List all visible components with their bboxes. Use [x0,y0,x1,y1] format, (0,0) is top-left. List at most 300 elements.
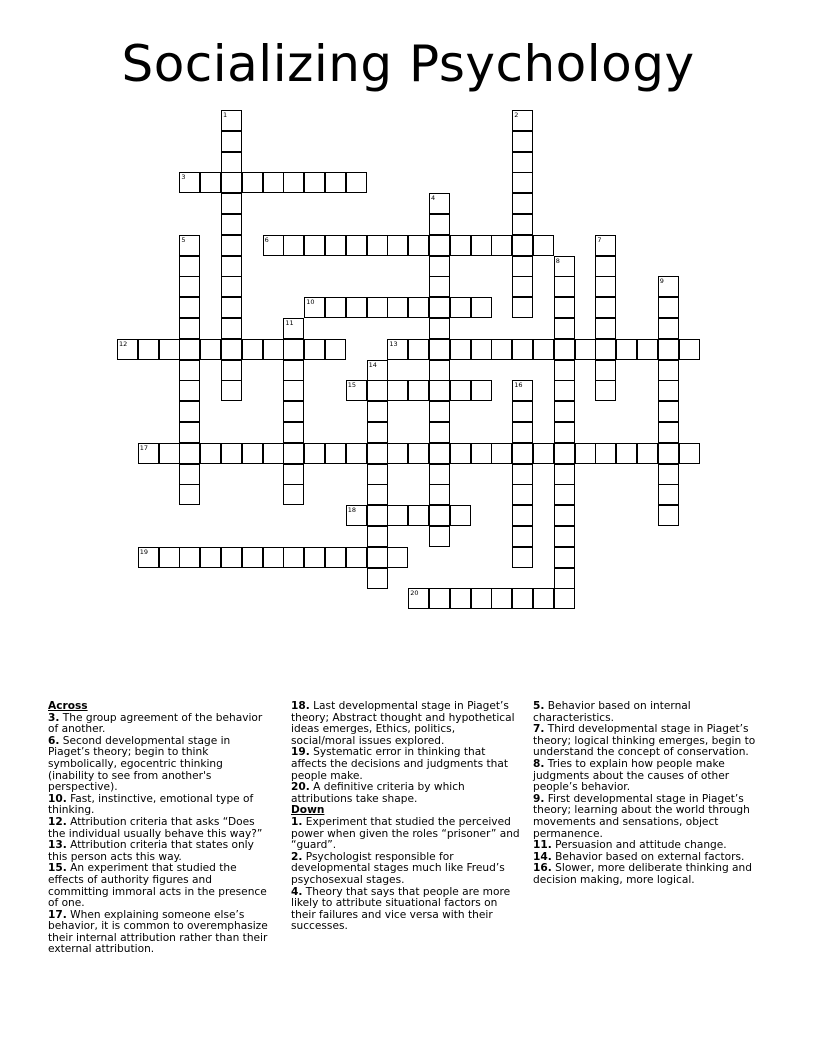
clue-text: Second developmental stage in Piaget’s theory; begin to think symbolically, egocentric thinking (inability to see from another's perspective). [48,734,231,794]
grid-cell[interactable] [450,235,471,256]
grid-cell[interactable] [325,339,346,360]
clue-number: 20. [291,781,310,794]
grid-cell[interactable] [512,131,533,152]
grid-cell[interactable] [304,547,325,568]
grid-cell[interactable] [367,380,388,401]
clue [48,817,270,840]
grid-cell[interactable] [450,339,471,360]
grid-cell[interactable] [512,152,533,173]
clue-number: 12. [48,815,67,828]
clue-text: The group agreement of the behavior of another. [48,711,263,736]
clue-number: 5. [533,700,545,712]
grid-cell[interactable] [658,422,679,443]
clue-number-label: 5 [181,235,186,244]
grid-cell[interactable] [554,505,575,526]
grid-cell[interactable] [367,235,388,256]
grid-cell[interactable] [554,588,575,609]
grid-cell[interactable] [554,401,575,422]
grid-cell[interactable] [554,422,575,443]
grid-cell[interactable] [429,339,450,360]
grid-cell[interactable] [512,380,533,401]
across-clue-list-continued [291,701,521,805]
grid-cell[interactable] [408,380,429,401]
grid-cell[interactable] [554,464,575,485]
grid-cell[interactable] [346,505,367,526]
grid-cell[interactable] [471,588,492,609]
grid-cell[interactable] [179,422,200,443]
grid-cell[interactable] [408,505,429,526]
grid-cell[interactable] [491,339,512,360]
grid-cell[interactable] [429,360,450,381]
clue [48,794,270,817]
grid-cell[interactable] [138,339,159,360]
grid-cell[interactable] [658,380,679,401]
grid-cell[interactable] [304,339,325,360]
grid-cell[interactable] [346,235,367,256]
grid-cell[interactable] [283,547,304,568]
grid-cell[interactable] [679,339,700,360]
grid-cell[interactable] [595,443,616,464]
clue-number: 9. [533,792,545,805]
grid-cell[interactable] [138,443,159,464]
grid-cell[interactable] [554,339,575,360]
grid-cell[interactable] [221,297,242,318]
grid-cell[interactable] [263,547,284,568]
grid-cell[interactable] [325,235,346,256]
clue-number: 17. [48,908,67,921]
clue-number-label: 6 [264,235,269,244]
clue [291,852,521,887]
grid-cell[interactable] [450,380,471,401]
grid-cell[interactable] [533,588,554,609]
grid-cell[interactable] [283,484,304,505]
grid-cell[interactable] [429,505,450,526]
grid-cell[interactable] [346,297,367,318]
grid-cell[interactable] [554,484,575,505]
grid-cell[interactable] [221,110,242,131]
down-clue-list [291,817,521,933]
clue-number: 13. [48,839,67,852]
grid-cell[interactable] [658,339,679,360]
clue [291,817,521,852]
clue-text: Last developmental stage in Piaget’s theory; Abstract thought and hypothetical ideas emerges, Ethics, politics, social/moral issues explored. [291,700,515,747]
clue-text: Theory that says that people are more likely to attribute situational factors on their failures and vice versa with their successes. [291,885,511,933]
grid-cell[interactable] [554,547,575,568]
clue-number-label: 10 [306,298,315,307]
grid-cell[interactable] [491,235,512,256]
clue [48,736,270,794]
grid-cell[interactable] [159,547,180,568]
grid-cell[interactable] [658,360,679,381]
clue-number-label: 3 [181,173,186,182]
grid-cell[interactable] [179,443,200,464]
grid-cell[interactable] [408,339,429,360]
clue [48,910,270,956]
grid-cell[interactable] [471,297,492,318]
grid-cell[interactable] [491,588,512,609]
clue-number: 11. [533,839,552,852]
page-title: Socializing Psychology [121,35,695,93]
grid-cell[interactable] [367,443,388,464]
grid-cell[interactable] [179,484,200,505]
clue-number-label: 11 [285,319,294,327]
clue-number-label: 12 [119,339,128,348]
grid-cell[interactable] [387,443,408,464]
grid-cell[interactable] [595,339,616,360]
clue-text: Behavior based on internal characteristics. [533,700,691,724]
grid-cell[interactable] [263,339,284,360]
grid-cell[interactable] [283,360,304,381]
grid-cell[interactable] [658,276,679,297]
grid-cell[interactable] [346,380,367,401]
grid-cell[interactable] [595,380,616,401]
grid-cell[interactable] [408,297,429,318]
grid-cell[interactable] [450,297,471,318]
grid-cell[interactable] [429,318,450,339]
grid-cell[interactable] [429,256,450,277]
grid-cell[interactable] [512,443,533,464]
grid-cell[interactable] [221,256,242,277]
grid-cell[interactable] [221,235,242,256]
clue-number-label: 16 [514,381,523,390]
grid-cell[interactable] [283,380,304,401]
clue [533,724,759,759]
grid-cell[interactable] [471,443,492,464]
grid-cell[interactable] [179,235,200,256]
grid-cell[interactable] [450,505,471,526]
clue-number-label: 4 [431,194,436,203]
clue-number-label: 8 [555,256,560,265]
grid-cell[interactable] [367,568,388,589]
grid-cell[interactable] [263,443,284,464]
grid-cell[interactable] [658,464,679,485]
grid-cell[interactable] [512,484,533,505]
grid-cell[interactable] [512,256,533,277]
grid-cell[interactable] [159,443,180,464]
grid-cell[interactable] [283,401,304,422]
clue [533,701,759,724]
grid-cell[interactable] [658,443,679,464]
clue-number-label: 9 [659,277,664,286]
grid-cell[interactable] [512,214,533,235]
grid-cell[interactable] [179,401,200,422]
grid-cell[interactable] [325,172,346,193]
grid-cell[interactable] [283,172,304,193]
clue [291,701,521,747]
grid-cell[interactable] [595,256,616,277]
clue [291,887,521,933]
grid-cell[interactable] [283,318,304,339]
grid-cell[interactable] [179,464,200,485]
grid-cell[interactable] [387,235,408,256]
grid-cell[interactable] [179,256,200,277]
grid-cell[interactable] [658,484,679,505]
grid-cell[interactable] [658,505,679,526]
grid-cell[interactable] [512,110,533,131]
grid-cell[interactable] [554,297,575,318]
clue-text: Behavior based on external factors. [555,850,745,863]
grid-cell[interactable] [554,318,575,339]
grid-cell[interactable] [242,443,263,464]
grid-cell[interactable] [429,588,450,609]
grid-cell[interactable] [367,505,388,526]
grid-cell[interactable] [512,193,533,214]
grid-cell[interactable] [616,443,637,464]
grid-cell[interactable] [179,360,200,381]
grid-cell[interactable] [658,318,679,339]
clue [291,747,521,782]
grid-cell[interactable] [221,318,242,339]
grid-cell[interactable] [575,443,596,464]
grid-cell[interactable] [429,464,450,485]
grid-cell[interactable] [679,443,700,464]
grid-cell[interactable] [637,443,658,464]
grid-cell[interactable] [575,339,596,360]
clue [533,863,759,886]
down-header: Down [291,804,325,817]
grid-cell[interactable] [159,339,180,360]
clue-number: 8. [533,757,545,770]
clue-number-label: 15 [347,381,357,390]
grid-cell[interactable] [221,214,242,235]
clue-text: Fast, instinctive, emotional type of thinking. [48,792,254,817]
grid-cell[interactable] [387,547,408,568]
clue-text: Attribution criteria that asks “Does the individual usually behave this way?” [48,815,263,840]
across-clue-list [48,713,270,956]
grid-cell[interactable] [367,401,388,422]
clue-number-label: 18 [347,506,357,515]
grid-cell[interactable] [387,297,408,318]
clue-text: Systematic error in thinking that affects the decisions and judgments that people make. [291,746,508,782]
clue [48,840,270,863]
grid-cell[interactable] [367,422,388,443]
grid-cell[interactable] [595,276,616,297]
across-header: Across [48,700,88,712]
clue-text: Third developmental stage in Piaget’s theory; logical thinking emerges, begin to understand the concept of conservation. [533,723,756,759]
grid-cell[interactable] [221,360,242,381]
grid-cell[interactable] [283,235,304,256]
clue [48,713,270,736]
grid-cell[interactable] [471,380,492,401]
grid-cell[interactable] [429,443,450,464]
down-clue-list-continued [533,701,759,887]
clue-text: When explaining someone else’s behavior, it is common to overemphasize their internal attribution rather than their external attribution. [48,908,268,956]
grid-cell[interactable] [450,588,471,609]
grid-cell[interactable] [429,526,450,547]
grid-cell[interactable] [429,484,450,505]
grid-cell[interactable] [429,401,450,422]
grid-cell[interactable] [512,464,533,485]
grid-cell[interactable] [179,297,200,318]
clue-text: Psychologist responsible for developmental stages much like Freud’s psychosexual stages. [291,850,505,886]
grid-cell[interactable] [616,339,637,360]
grid-cell[interactable] [325,443,346,464]
clue-number-label: 7 [597,235,602,244]
grid-cell[interactable] [554,526,575,547]
grid-cell[interactable] [304,297,325,318]
grid-cell[interactable] [387,380,408,401]
grid-cell[interactable] [200,172,221,193]
grid-cell[interactable] [179,172,200,193]
grid-cell[interactable] [179,547,200,568]
clue-text: Persuasion and attitude change. [555,839,727,852]
clue-column-1 [48,701,270,956]
grid-cell[interactable] [554,568,575,589]
grid-cell[interactable] [429,214,450,235]
grid-cell[interactable] [346,547,367,568]
clue-number: 7. [533,723,545,736]
grid-cell[interactable] [429,297,450,318]
grid-cell[interactable] [533,235,554,256]
grid-cell[interactable] [221,193,242,214]
grid-cell[interactable] [221,152,242,173]
clue-number: 15. [48,862,67,875]
grid-cell[interactable] [242,172,263,193]
clue [533,759,759,794]
grid-cell[interactable] [471,339,492,360]
clue-text: Experiment that studied the perceived power when given the roles “prisoner” and “guard”. [291,815,520,852]
grid-cell[interactable] [221,276,242,297]
clue [533,794,759,840]
grid-cell[interactable] [367,360,388,381]
grid-cell[interactable] [387,505,408,526]
grid-cell[interactable] [283,464,304,485]
clue-number-label: 20 [410,589,419,598]
clue-number-label: 1 [223,111,228,119]
clue [48,863,270,909]
grid-cell[interactable] [325,297,346,318]
grid-cell[interactable] [512,401,533,422]
clue-number: 10. [48,792,67,805]
clue-number-label: 14 [368,360,377,369]
grid-cell[interactable] [263,235,284,256]
grid-cell[interactable] [367,464,388,485]
grid-cell[interactable] [387,339,408,360]
clue-number: 6. [48,734,60,747]
clue-number: 16. [533,862,552,875]
clue-number: 14. [533,850,552,863]
grid-cell[interactable] [512,547,533,568]
clue [291,782,521,805]
clue-text: A definitive criteria by which attributions take shape. [291,781,465,805]
grid-cell[interactable] [512,235,533,256]
grid-cell[interactable] [200,339,221,360]
grid-cell[interactable] [512,172,533,193]
grid-cell[interactable] [533,443,554,464]
grid-cell[interactable] [554,276,575,297]
grid-cell[interactable] [221,547,242,568]
grid-cell[interactable] [263,172,284,193]
grid-cell[interactable] [367,547,388,568]
grid-cell[interactable] [595,235,616,256]
grid-cell[interactable] [221,443,242,464]
grid-cell[interactable] [200,443,221,464]
grid-cell[interactable] [408,235,429,256]
clue-text: First developmental stage in Piaget’s theory; learning about the world through movements and sensations, object permanence. [533,792,750,840]
grid-cell[interactable] [304,235,325,256]
grid-cell[interactable] [512,526,533,547]
grid-cell[interactable] [221,131,242,152]
grid-cell[interactable] [408,588,429,609]
grid-cell[interactable] [512,588,533,609]
grid-cell[interactable] [512,339,533,360]
clue-text: Slower, more deliberate thinking and decision making, more logical. [533,862,752,886]
grid-cell[interactable] [512,422,533,443]
grid-cell[interactable] [367,526,388,547]
clue-number: 2. [291,850,303,863]
grid-cell[interactable] [179,318,200,339]
grid-cell[interactable] [595,297,616,318]
grid-cell[interactable] [512,276,533,297]
grid-cell[interactable] [179,276,200,297]
grid-cell[interactable] [242,547,263,568]
grid-cell[interactable] [658,297,679,318]
grid-cell[interactable] [179,339,200,360]
grid-cell[interactable] [304,172,325,193]
grid-cell[interactable] [429,193,450,214]
grid-cell[interactable] [408,443,429,464]
grid-cell[interactable] [429,235,450,256]
grid-cell[interactable] [554,256,575,277]
grid-cell[interactable] [491,443,512,464]
grid-cell[interactable] [304,443,325,464]
grid-cell[interactable] [637,339,658,360]
grid-cell[interactable] [346,443,367,464]
grid-cell[interactable] [367,484,388,505]
grid-cell[interactable] [554,360,575,381]
grid-cell[interactable] [179,380,200,401]
clue-text: Attribution criteria that states only this person acts this way. [48,839,254,863]
grid-cell[interactable] [554,443,575,464]
grid-cell[interactable] [117,339,138,360]
grid-cell[interactable] [450,443,471,464]
clue-number: 1. [291,815,303,828]
clue-number-label: 13 [389,339,398,348]
grid-cell[interactable] [595,318,616,339]
grid-cell[interactable] [554,380,575,401]
grid-cell[interactable] [658,401,679,422]
grid-cell[interactable] [283,422,304,443]
grid-cell[interactable] [138,547,159,568]
grid-cell[interactable] [346,172,367,193]
grid-cell[interactable] [429,380,450,401]
grid-cell[interactable] [242,339,263,360]
clue-number: 3. [48,711,60,724]
grid-cell[interactable] [533,339,554,360]
grid-cell[interactable] [512,297,533,318]
grid-cell[interactable] [512,505,533,526]
grid-cell[interactable] [283,443,304,464]
clue-number: 18. [291,700,310,712]
grid-cell[interactable] [325,547,346,568]
grid-cell[interactable] [367,297,388,318]
clue-number: 4. [291,885,303,898]
clue-number: 19. [291,746,310,759]
grid-cell[interactable] [283,339,304,360]
grid-cell[interactable] [595,360,616,381]
grid-cell[interactable] [200,547,221,568]
grid-cell[interactable] [221,380,242,401]
clue-number-label: 19 [139,547,149,556]
grid-cell[interactable] [221,172,242,193]
grid-cell[interactable] [471,235,492,256]
grid-cell[interactable] [221,339,242,360]
grid-cell[interactable] [429,422,450,443]
grid-cell[interactable] [429,276,450,297]
clue-column-2 [291,701,521,933]
clue-text: Tries to explain how people make judgments about the causes of other people’s behavior. [533,757,730,794]
clue-number-label: 17 [139,443,149,452]
